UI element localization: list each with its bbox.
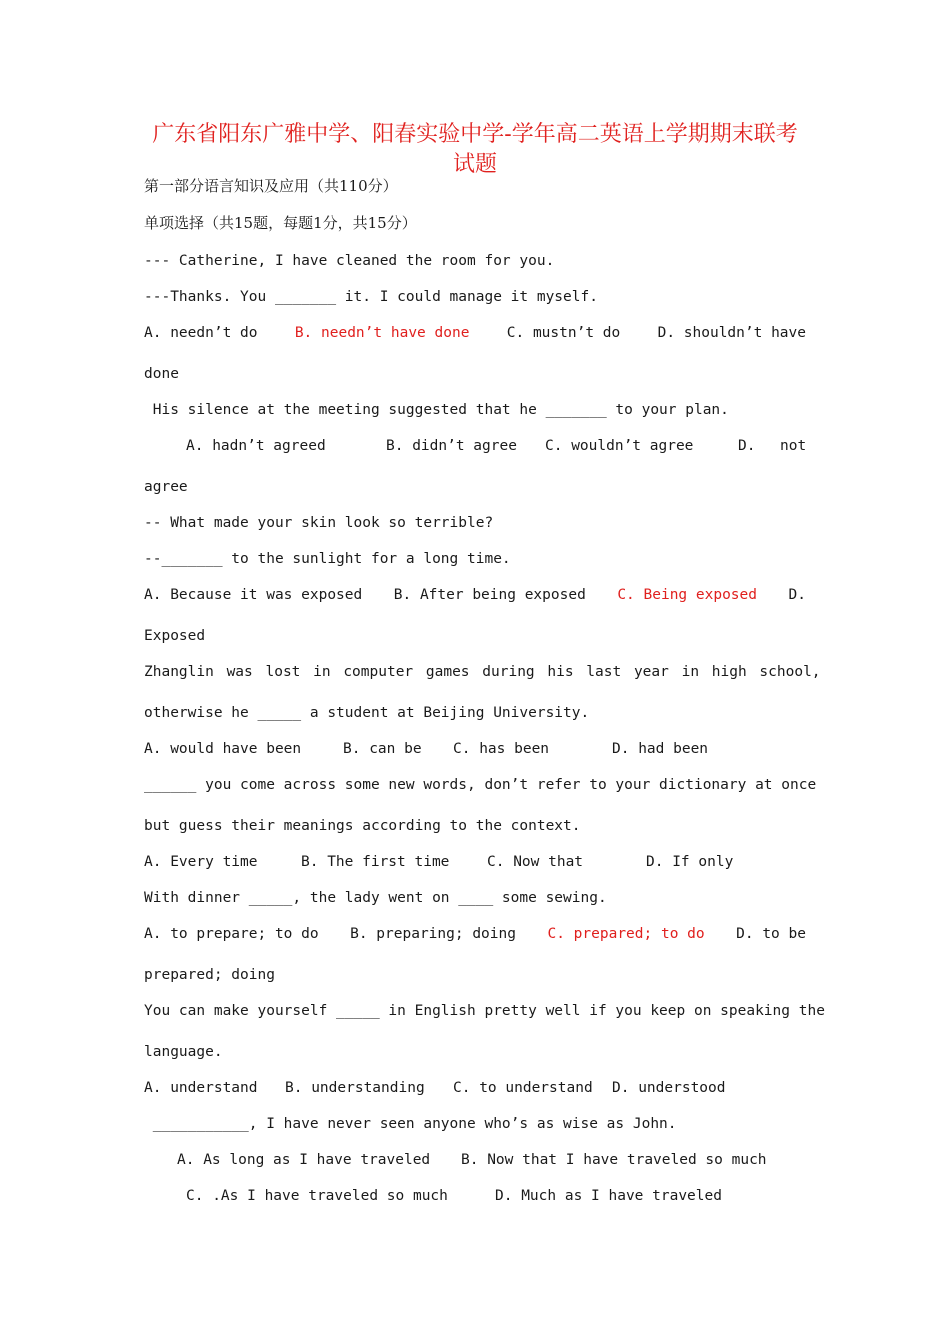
- q7-line-1: You can make yourself _____ in English pretty well if you keep on speaking the: [144, 1003, 825, 1019]
- q4-option-d: D. had been: [612, 741, 709, 757]
- q1-option-a: A. needn’t do: [144, 325, 258, 341]
- q7-option-a: A. understand: [144, 1080, 258, 1096]
- title-line-1: 广东省阳东广雅中学、阳春实验中学-学年高二英语上学期期末联考: [152, 122, 798, 147]
- q6-option-a: A. to prepare; to do: [144, 926, 319, 942]
- q2-line-1: His silence at the meeting suggested that he _______ to your plan.: [144, 402, 729, 418]
- q4-option-b: B. can be: [343, 741, 422, 757]
- q5-option-d: D. If only: [646, 854, 734, 870]
- q3-option-c: C. Being exposed: [617, 587, 757, 603]
- q6-option-b: B. preparing; doing: [350, 926, 516, 942]
- q6-options: [144, 924, 806, 944]
- q1-option-b: B. needn’t have done: [294, 325, 470, 341]
- q4-line-1: Zhanglin was lost in computer games during his last year in high school,: [144, 664, 821, 680]
- q2-option-d-text: not: [780, 438, 807, 454]
- q4-line-2: otherwise he _____ a student at Beijing University.: [144, 705, 590, 721]
- q5-option-b: B. The first time: [301, 854, 450, 870]
- q4-option-a: A. would have been: [144, 741, 302, 757]
- q1-line-2: ---Thanks. You _______ it. I could manage it myself.: [144, 289, 598, 305]
- q1-option-c: C. mustn’t do: [506, 325, 621, 341]
- q3-option-d-cont: Exposed: [144, 628, 206, 644]
- q3-line-2: --_______ to the sunlight for a long time.: [144, 551, 511, 567]
- title-line-2: 试题: [452, 152, 497, 177]
- q1-option-d: D. shouldn’t have: [657, 325, 806, 341]
- q7-option-b: B. understanding: [285, 1080, 425, 1096]
- section-heading: 单项选择（共15题，每题1分，共15分）: [144, 214, 417, 232]
- q1-option-d-cont: done: [144, 366, 179, 382]
- q6-line-1: With dinner _____, the lady went on ____ some sewing.: [144, 890, 607, 906]
- q4-option-c: C. has been: [453, 741, 550, 757]
- q5-line-2: but guess their meanings according to the context.: [144, 818, 581, 834]
- q2-option-d-cont: agree: [144, 479, 188, 495]
- q2-option-a: A. hadn’t agreed: [186, 438, 326, 454]
- q6-option-c: C. prepared; to do: [547, 926, 705, 942]
- q1-options: [144, 323, 806, 343]
- q3-option-d: D.: [788, 587, 806, 603]
- part-heading: 第一部分语言知识及应用（共110分）: [144, 177, 398, 195]
- q2-option-c: C. wouldn’t agree: [545, 438, 694, 454]
- q7-line-2: language.: [144, 1044, 223, 1060]
- q3-option-a: A. Because it was exposed: [144, 587, 363, 603]
- q5-option-c: C. Now that: [487, 854, 584, 870]
- q6-option-d-cont: prepared; doing: [144, 967, 275, 983]
- q8-line-1: ___________, I have never seen anyone who’s as wise as John.: [144, 1116, 677, 1132]
- q6-option-d: D. to be: [736, 926, 806, 942]
- q8-option-c: C. .As I have traveled so much: [186, 1188, 448, 1204]
- q1-line-1: --- Catherine, I have cleaned the room for you.: [144, 253, 555, 269]
- q2-option-d-label: D.: [738, 438, 756, 454]
- q2-option-b: B. didn’t agree: [386, 438, 517, 454]
- q7-option-d: D. understood: [612, 1080, 726, 1096]
- q5-line-1: ______ you come across some new words, don’t refer to your dictionary at once: [144, 777, 817, 793]
- q8-option-b: B. Now that I have traveled so much: [461, 1152, 767, 1168]
- q5-option-a: A. Every time: [144, 854, 258, 870]
- document-title: [120, 120, 830, 180]
- q3-options: [144, 585, 806, 605]
- q8-option-d: D. Much as I have traveled: [495, 1188, 722, 1204]
- q3-option-b: B. After being exposed: [393, 587, 586, 603]
- q8-option-a: A. As long as I have traveled: [177, 1152, 431, 1168]
- q3-line-1: -- What made your skin look so terrible?: [144, 515, 494, 531]
- q7-option-c: C. to understand: [453, 1080, 593, 1096]
